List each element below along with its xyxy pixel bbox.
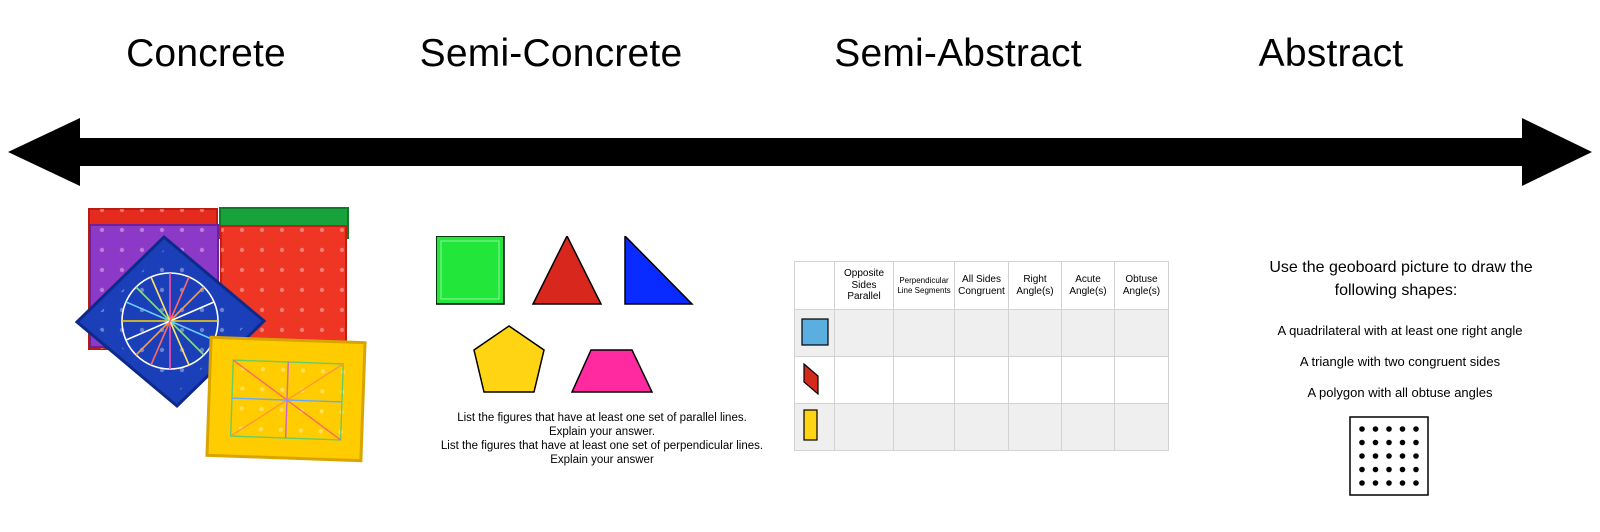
instruction-perpendicular: List the figures that have at least one set of perpendicular lines.	[440, 440, 764, 452]
arrow-head-left-icon	[8, 118, 80, 186]
grid-dot	[1413, 467, 1419, 473]
grid-dot	[1359, 440, 1365, 446]
blue-right-triangle-shape	[625, 236, 692, 304]
table-cell[interactable]	[1115, 404, 1169, 451]
blue-square-icon	[799, 315, 831, 347]
table-cell[interactable]	[835, 357, 894, 404]
grid-dot	[1413, 426, 1419, 432]
table-cell[interactable]	[1009, 310, 1062, 357]
instruction-explain-1: Explain your answer.	[548, 426, 656, 438]
properties-table	[794, 261, 1169, 451]
row-shape-cell	[795, 357, 835, 404]
grid-dot	[1386, 467, 1392, 473]
grid-dot	[1359, 426, 1365, 432]
red-parallelogram-icon	[799, 360, 831, 396]
table-row	[795, 310, 1169, 357]
table-corner-cell	[795, 262, 835, 310]
table-cell[interactable]	[1115, 357, 1169, 404]
stage-heading-semi-concrete: Semi-Concrete	[419, 32, 683, 75]
grid-dot	[1386, 426, 1392, 432]
table-cell[interactable]	[894, 357, 955, 404]
abstract-task-quadrilateral: A quadrilateral with at least one right angle	[1277, 323, 1523, 338]
double-headed-arrow	[0, 110, 1600, 195]
grid-dot	[1386, 453, 1392, 459]
pink-trapezoid-shape	[572, 350, 652, 392]
table-cell[interactable]	[1009, 357, 1062, 404]
geoboards-photo	[72, 200, 382, 470]
table-cell[interactable]	[1062, 310, 1115, 357]
table-cell[interactable]	[835, 404, 894, 451]
table-cell[interactable]	[1062, 404, 1115, 451]
table-header-row	[795, 262, 1169, 310]
grid-dot	[1373, 426, 1379, 432]
grid-dot	[1413, 440, 1419, 446]
grid-dot	[1386, 480, 1392, 486]
stage-heading-abstract: Abstract	[1258, 32, 1404, 75]
table-cell[interactable]	[955, 310, 1009, 357]
abstract-task-triangle: A triangle with two congruent sides	[1299, 354, 1501, 369]
table-cell[interactable]	[894, 404, 955, 451]
grid-dot	[1400, 480, 1406, 486]
instruction-parallel: List the figures that have at least one set of parallel lines.	[457, 412, 747, 424]
grid-dot	[1386, 440, 1392, 446]
table-cell[interactable]	[955, 357, 1009, 404]
grid-dot	[1400, 453, 1406, 459]
table-cell[interactable]	[1062, 357, 1115, 404]
column-header: All Sides Congruent	[955, 262, 1009, 310]
grid-dot	[1413, 453, 1419, 459]
yellow-pentagon-shape	[474, 326, 544, 392]
green-square-shape	[436, 236, 504, 304]
table-cell[interactable]	[955, 404, 1009, 451]
column-header: Acute Angle(s)	[1062, 262, 1115, 310]
grid-dot	[1359, 480, 1365, 486]
grid-dot	[1400, 426, 1406, 432]
row-shape-cell	[795, 404, 835, 451]
grid-dot	[1373, 453, 1379, 459]
grid-dot	[1400, 467, 1406, 473]
column-header: Obtuse Angle(s)	[1115, 262, 1169, 310]
grid-dot	[1373, 467, 1379, 473]
grid-dot	[1413, 480, 1419, 486]
grid-dot	[1359, 453, 1365, 459]
abstract-prompt-line-2: following shapes:	[1334, 282, 1458, 299]
row-shape-cell	[795, 310, 835, 357]
abstract-prompt-line-1: Use the geoboard picture to draw the	[1269, 259, 1533, 276]
yellow-rectangle-icon	[799, 407, 831, 443]
instruction-explain-2: Explain your answer	[550, 454, 654, 466]
arrow-shaft	[76, 138, 1526, 166]
table-cell[interactable]	[894, 310, 955, 357]
stage-heading-concrete: Concrete	[126, 32, 286, 75]
yellow-geoboard	[207, 337, 365, 460]
arrow-head-right-icon	[1522, 118, 1592, 186]
red-triangle-shape	[533, 236, 601, 304]
table-cell[interactable]	[1009, 404, 1062, 451]
column-header: Perpendicular Line Segments	[894, 262, 955, 310]
table-cell[interactable]	[1115, 310, 1169, 357]
table-row	[795, 404, 1169, 451]
column-header: Opposite Sides Parallel	[835, 262, 894, 310]
column-header: Right Angle(s)	[1009, 262, 1062, 310]
semi-concrete-shapes	[436, 236, 706, 396]
stage-heading-semi-abstract: Semi-Abstract	[834, 32, 1082, 75]
abstract-task-polygon: A polygon with all obtuse angles	[1307, 385, 1493, 400]
grid-dot	[1359, 467, 1365, 473]
table-cell[interactable]	[835, 310, 894, 357]
geoboard-dot-grid[interactable]	[1349, 416, 1429, 496]
grid-dot	[1373, 440, 1379, 446]
grid-dot	[1373, 480, 1379, 486]
grid-dot	[1400, 440, 1406, 446]
table-row	[795, 357, 1169, 404]
